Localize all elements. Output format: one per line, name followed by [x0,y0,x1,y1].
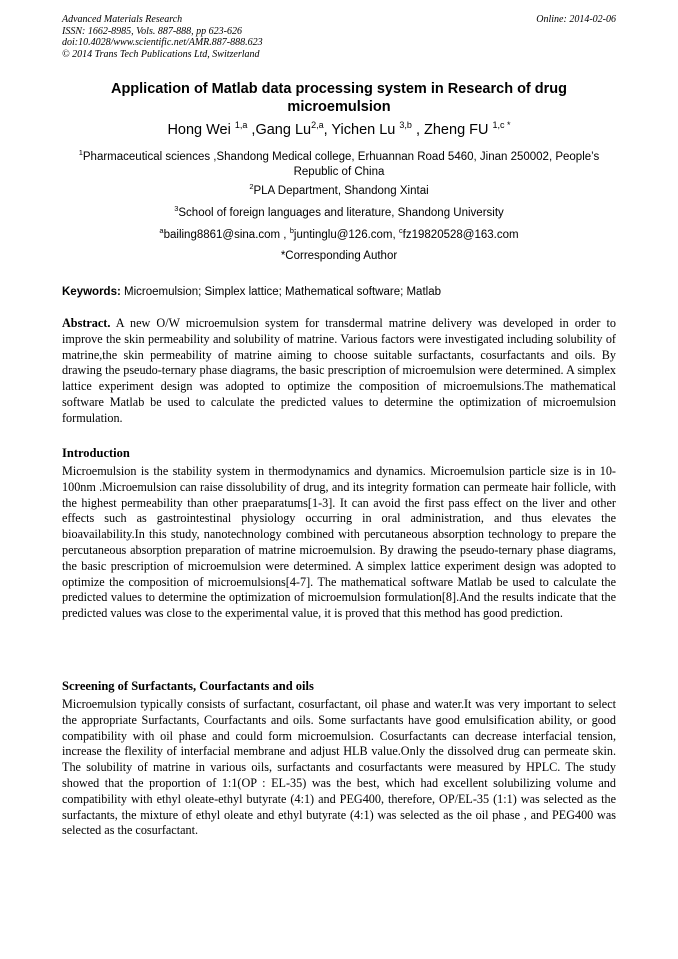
affiliation-1 [62,150,616,180]
email-mark: b [289,226,294,235]
author-name: Zheng FU [424,122,489,138]
affiliation-mark: 1 [78,148,83,157]
abstract [62,316,616,427]
author-list: Hong Wei $^{1,a}$ ,Gang Lu$^{2,a}$, Yichen Lu $^{3,b}$ , Zheng FU $^{1,c *}$ [167,120,511,138]
author-affiliation-mark: 1,c * [492,120,511,130]
affiliation-text: PLA Department, Shandong Xintai [253,185,429,197]
author-name: Gang Lu [255,122,312,138]
abstract-text: A new O/W microemulsion system for transdermal matrine delivery was developed in order to improve the skin permeability and solubility of matrine. Various factors were investigated including solubility of matrine,the skin permeability of matrine aiming to choose suitable surfactants, cosurfactants and oils. By drawing the pseudo-ternary phase diagrams, the basic prescription of microemulsion were determined. A simplex lattice experiment design was adopted to optimize the composition of microemulsions.The mathematical software Matlab be used to calculate the predicted values to determine the optimization of microemulsion formulation. [62,316,616,425]
abstract-label: Abstract. [62,316,111,330]
email-address: bailing8861@sina.com , [163,229,287,241]
online-date: Online: 2014-02-06 [536,14,616,25]
author-name: Yichen Lu [331,122,396,138]
author-affiliation-mark: 2,a [311,120,324,130]
screening-paragraph: Microemulsion typically consists of surfactant, cosurfactant, oil phase and water.It was very important to select the appropriate Surfactants, Courfactants and oils. Some surfactants have good emulsification ability, or good compatibility with oil phase and could form microemulsion. Cosurfactants can decrease interfacial tension, increase the flexility of interfacial membrane and adjust HLB value.Only the dissolved drug can permeate skin. The solubility of matrine in various oils, surfactants and cosurfactants were measured by HPLC. The study showed that the proportion of 1:1(OP : EL-35) was the best, which had excellent solubilizing volume and compatibility with ethyl oleate-ethyl butyrate (4:1) and PEG400, therefore, OP/EL-35 (1:1) was selected as the surfactants, the mixture of ethyl oleate and ethyl butyrate (4:1) was selected as the oil phase , and PEG400 was selected as the cosurfactant. [62,697,616,838]
author-name: Hong Wei [167,122,231,138]
keywords-text: Microemulsion; Simplex lattice; Mathematical software; Matlab [120,286,441,298]
copyright-line: © 2014 Trans Tech Publications Ltd, Switzerland [62,48,260,60]
keywords [62,285,616,300]
affiliation-3 [62,206,616,221]
corresponding-author: *Corresponding Author [280,250,398,262]
screening-heading: Screening of Surfactants, Courfactants and oils [62,679,314,693]
journal-header [62,14,616,60]
affiliation-2 [62,184,616,199]
introduction-paragraph: Microemulsion is the stability system in thermodynamics and dynamics. Microemulsion particle size is in 10-100nm .Microemulsion can raise dissolubility of drug, and its integrity formation can permeate hair follicle, with the highest permeability than other praeparatums[1-3]. It can avoid the first pass effect on the liver and other effects such as gastrointestinal physiology occurring in oral administration, and thus elevates the bioavailability.In this study, nanotechnology combined with percutaneous absorption technology to prepare the percutaneous absorption preparation of matrine microemulsion. By drawing the pseudo-ternary phase diagrams, the basic prescription of microemulsion were determined. A simplex lattice experiment design was adopted to optimize the composition of microemulsions[4-7]. The mathematical software Matlab be used to calculate the predicted values to determine the optimization of microemulsion formulation[8].And the results indicate that the predicted values was close to the experimental value, it is proved that this method has good prediction. [62,464,616,621]
affiliation-mark: 2 [249,182,254,191]
author-affiliation-mark: 3,b [399,120,412,130]
affiliation-text: School of foreign languages and literature, Shandong University [178,207,504,219]
affiliation-mark: 3 [174,204,179,213]
email-line [62,228,616,243]
journal-name: Advanced Materials Research [62,14,183,25]
doi-line: doi:10.4028/www.scientific.net/AMR.887-888.623 [62,37,263,48]
author-affiliation-mark: 1,a [234,120,248,130]
keywords-label: Keywords: [62,286,121,298]
email-mark: c [398,226,403,235]
issn-line: ISSN: 1662-8985, Vols. 887-888, pp 623-626 [62,25,242,37]
email-address: fz19820528@163.com [402,229,519,241]
paper-title: Application of Matlab data processing system in Research of drug microemulsion [110,81,568,115]
affiliation-text: Pharmaceutical sciences ,Shandong Medical college, Erhuannan Road 5460, Jinan 250002, People’s Republic of China [82,151,600,178]
email-address: juntinglu@126.com, [293,229,396,241]
email-mark: a [159,226,164,235]
introduction-heading: Introduction [62,446,130,460]
